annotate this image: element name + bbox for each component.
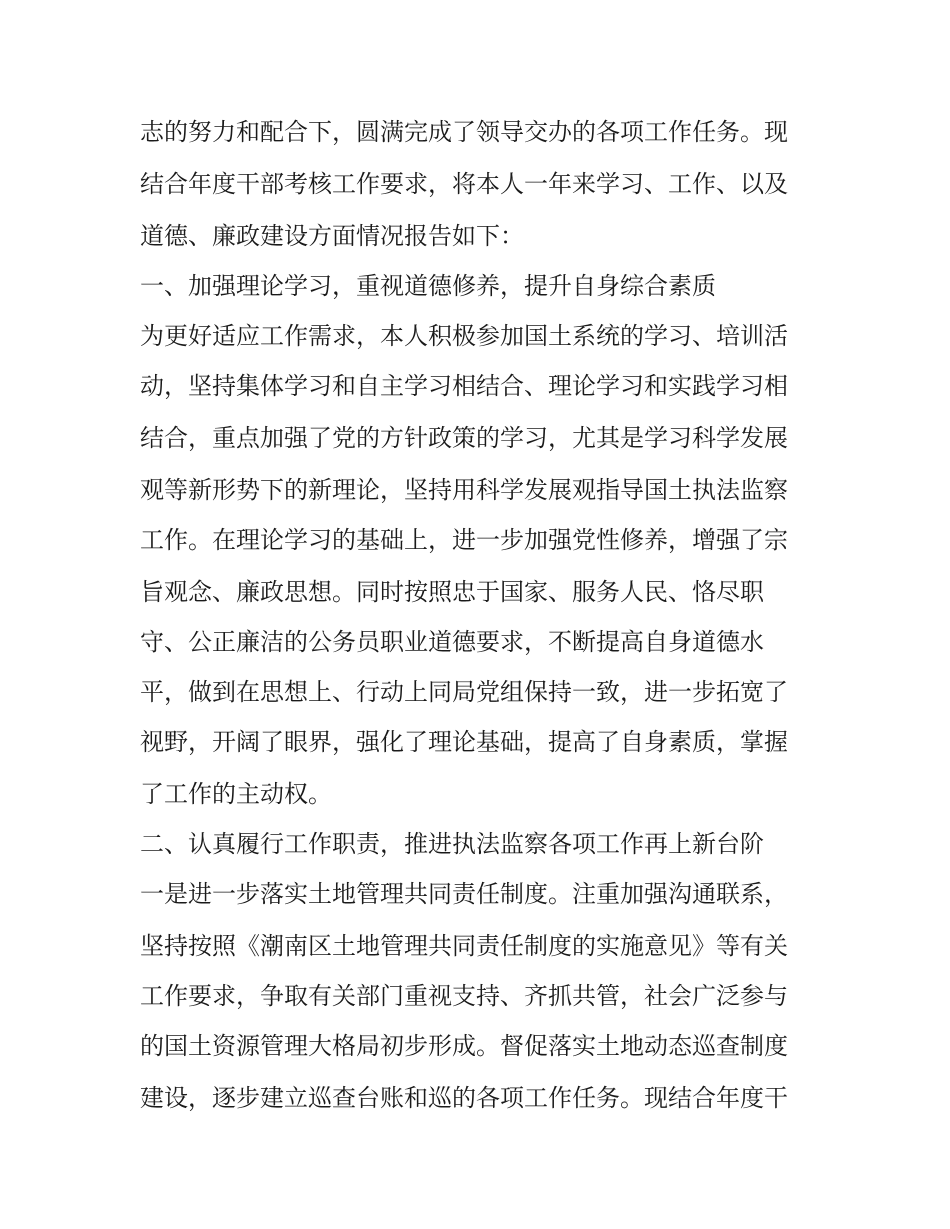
- text-line: 守、公正廉洁的公务员职业道德要求，不断提高自身道德水: [140, 628, 764, 656]
- section-heading: 一、加强理论学习，重视道德修养，提升自身综合素质: [140, 272, 716, 300]
- text-line: 结合年度干部考核工作要求，将本人一年来学习、工作、以及: [140, 170, 788, 198]
- text-line: 道德、廉政建设方面情况报告如下：: [140, 222, 524, 250]
- text-line: 建设，逐步建立巡查台账和巡的各项工作任务。现结合年度干: [140, 1084, 788, 1112]
- text-line: 的国土资源管理大格局初步形成。督促落实土地动态巡查制度: [140, 1032, 788, 1060]
- text-line: 工作。在理论学习的基础上，进一步加强党性修养，增强了宗: [140, 526, 788, 554]
- text-line: 视野，开阔了眼界，强化了理论基础，提高了自身素质，掌握: [140, 728, 788, 756]
- text-line: 工作要求，争取有关部门重视支持、齐抓共管，社会广泛参与: [140, 982, 788, 1010]
- text-line: 结合，重点加强了党的方针政策的学习，尤其是学习科学发展: [140, 424, 788, 452]
- text-line: 为更好适应工作需求，本人积极参加国土系统的学习、培训活: [140, 322, 788, 350]
- text-line: 观等新形势下的新理论，坚持用科学发展观指导国土执法监察: [140, 476, 788, 504]
- text-line: 旨观念、廉政思想。同时按照忠于国家、服务人民、恪尽职: [140, 578, 764, 606]
- text-line: 一是进一步落实土地管理共同责任制度。注重加强沟通联系，: [140, 880, 788, 908]
- text-line: 了工作的主动权。: [140, 780, 332, 808]
- section-heading: 二、认真履行工作职责，推进执法监察各项工作再上新台阶: [140, 830, 764, 858]
- text-line: 动，坚持集体学习和自主学习相结合、理论学习和实践学习相: [140, 372, 788, 400]
- text-line: 平，做到在思想上、行动上同局党组保持一致，进一步拓宽了: [140, 678, 788, 706]
- text-line: 志的努力和配合下，圆满完成了领导交办的各项工作任务。现: [140, 118, 788, 146]
- text-line: 坚持按照《潮南区土地管理共同责任制度的实施意见》等有关: [140, 932, 788, 960]
